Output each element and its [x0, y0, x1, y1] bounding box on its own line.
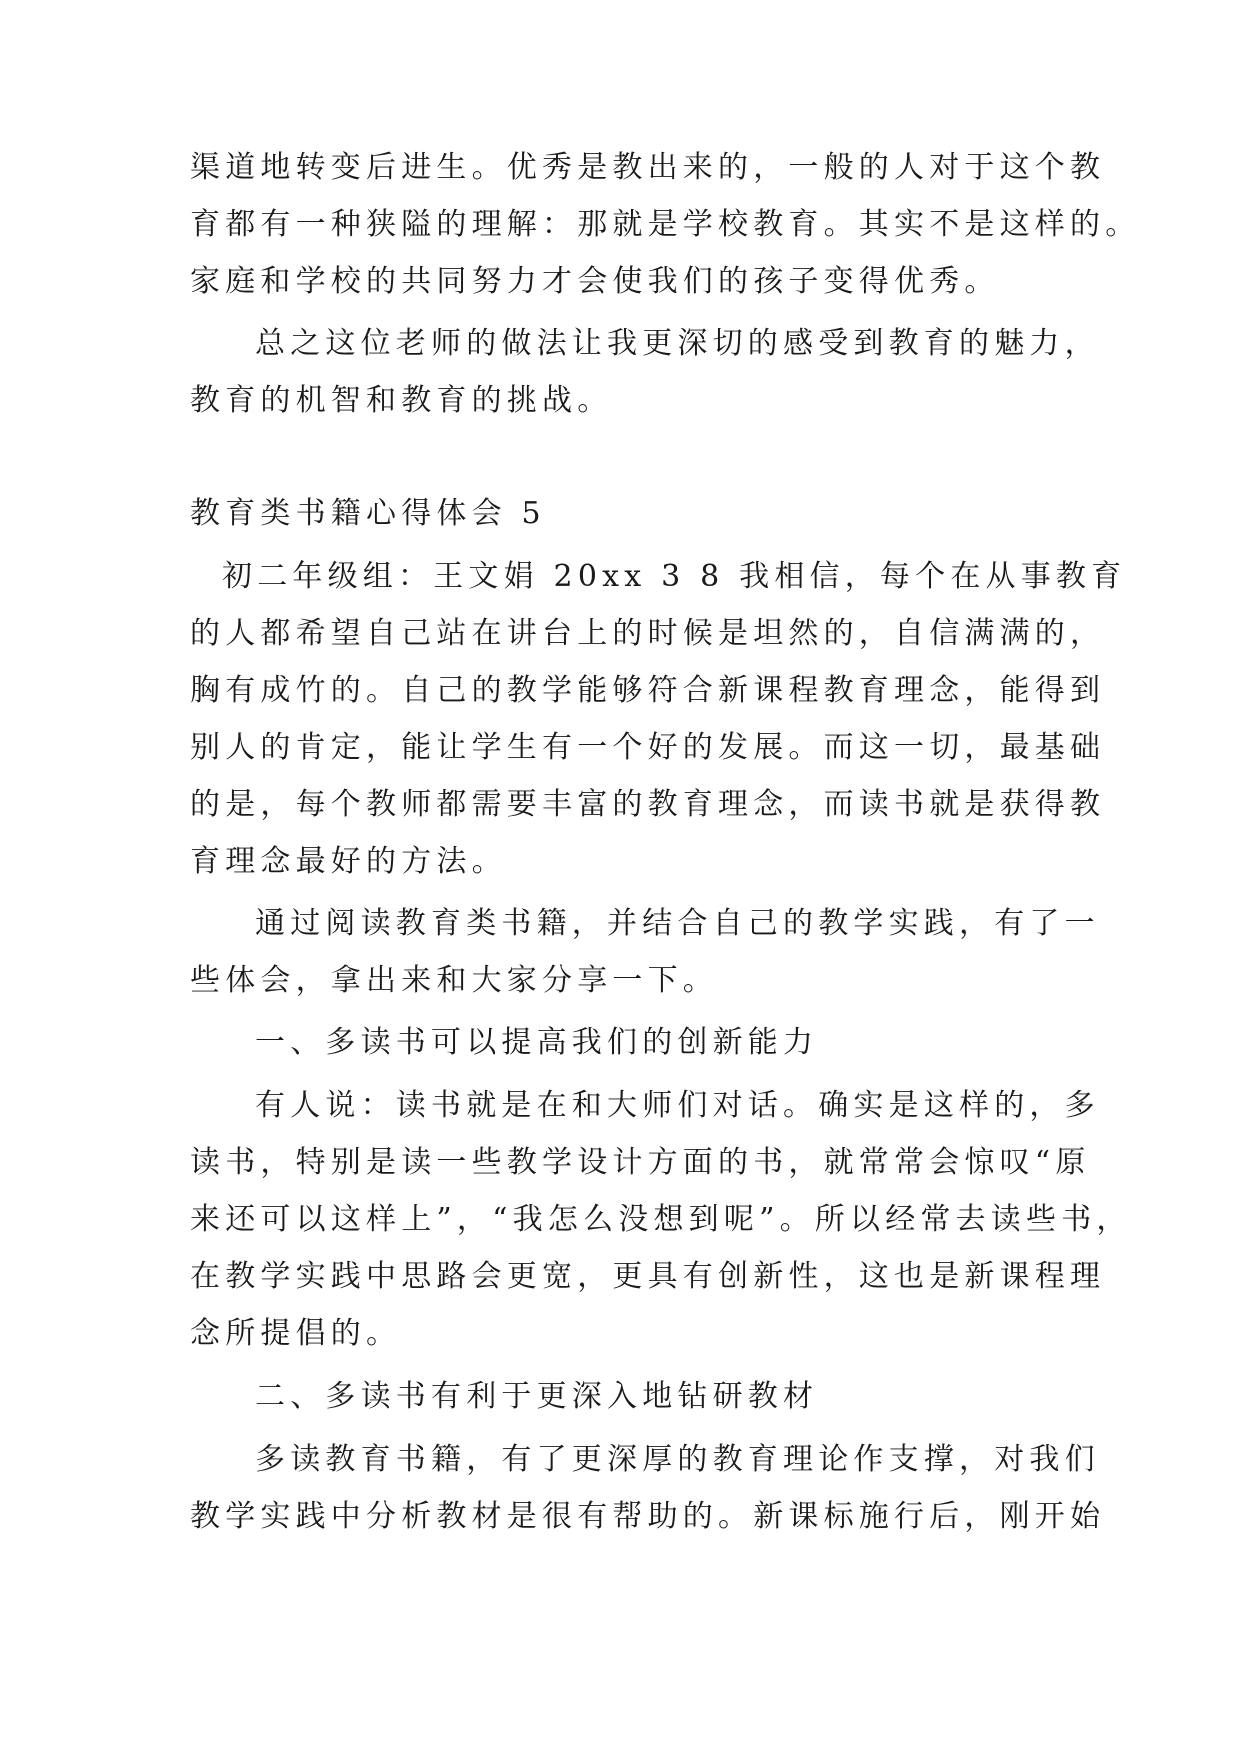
body-text-line: 的是，每个教师都需要丰富的教育理念，而读书就是获得教: [190, 787, 1106, 822]
body-text-line: 多读教育书籍，有了更深厚的教育理论作支撑，对我们: [255, 1442, 1100, 1477]
body-text-line: 念所提倡的。: [190, 1316, 402, 1351]
body-text-line: 教学实践中分析教材是很有帮助的。新课标施行后，刚开始: [190, 1499, 1106, 1534]
body-text-line: 初二年级组：王文娟 20xx 3 8 我相信，每个在从事教育: [222, 559, 1127, 594]
body-text-line: 胸有成竹的。自己的教学能够符合新课程教育理念，能得到: [190, 673, 1106, 708]
body-text-line: 有人说：读书就是在和大师们对话。确实是这样的，多: [255, 1088, 1100, 1123]
body-text-line: 育理念最好的方法。: [190, 844, 507, 879]
body-text-line: 家庭和学校的共同努力才会使我们的孩子变得优秀。: [190, 264, 1000, 299]
body-text-line: 的人都希望自己站在讲台上的时候是坦然的，自信满满的，: [190, 616, 1106, 651]
body-text-line: 教育的机智和教育的挑战。: [190, 383, 613, 418]
body-text-line: 通过阅读教育类书籍，并结合自己的教学实践，有了一: [255, 906, 1100, 941]
section-title: 教育类书籍心得体会 5: [190, 496, 546, 531]
body-text-line: 别人的肯定，能让学生有一个好的发展。而这一切，最基础: [190, 730, 1106, 765]
body-text-line: 渠道地转变后进生。优秀是教出来的，一般的人对于这个教: [190, 150, 1106, 185]
body-text-line: 读书，特别是读一些教学设计方面的书，就常常会惊叹“原: [190, 1145, 1091, 1180]
body-text-line: 在教学实践中思路会更宽，更具有创新性，这也是新课程理: [190, 1259, 1106, 1294]
subheading: 一、多读书可以提高我们的创新能力: [255, 1025, 819, 1060]
subheading: 二、多读书有利于更深入地钻研教材: [255, 1379, 819, 1414]
body-text-line: 总之这位老师的做法让我更深切的感受到教育的魅力，: [255, 326, 1100, 361]
body-text-line: 些体会，拿出来和大家分享一下。: [190, 963, 718, 998]
body-text-line: 育都有一种狭隘的理解：那就是学校教育。其实不是这样的。: [190, 207, 1141, 242]
body-text-line: 来还可以这样上”，“我怎么没想到呢”。所以经常去读些书，: [190, 1202, 1132, 1237]
